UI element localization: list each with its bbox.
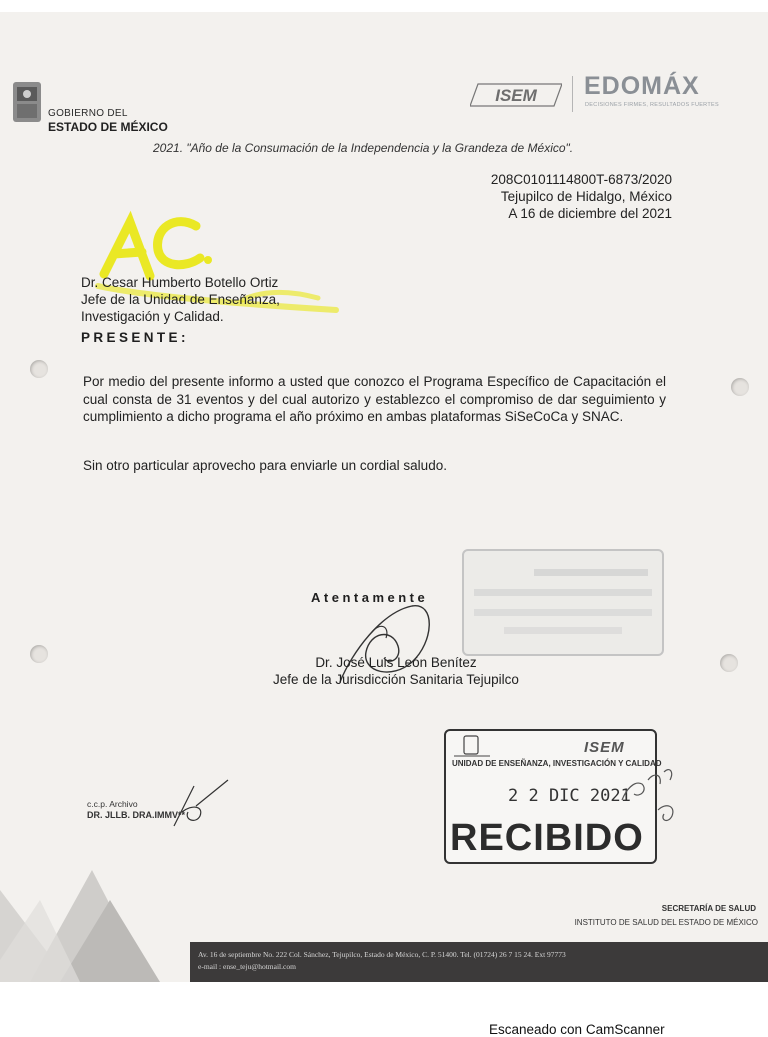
year-motto: 2021. "Año de la Consumación de la Independencia y la Grandeza de México". <box>153 141 574 155</box>
camscanner-watermark: Escaneado con CamScanner <box>489 1022 665 1037</box>
jurisdiction-stamp <box>462 549 664 656</box>
punch-hole <box>731 378 749 396</box>
body-paragraph: Por medio del presente informo a usted que conozco el Programa Específico de Capacitación el cual consta de 31 eventos y del cual autorizo y establezco el compromiso de dar seguimiento y cumplimiento a dicho programa el año próximo en ambas plataformas SiSeCoCa y SNAC. <box>83 374 666 424</box>
footer-address: Av. 16 de septiembre No. 222 Col. Sánchez, Tejupilco, Estado de México, C. P. 51400. Tel. (01724) 26 7 15 24. Ext 97773 <box>198 950 566 959</box>
stamp-date: 2 2 DIC 2021 <box>508 786 631 806</box>
logo-divider <box>572 76 573 112</box>
atentamente-label: Atentamente <box>311 590 429 605</box>
isem-logo <box>470 82 562 108</box>
reference-place: Tejupilco de Hidalgo, México <box>500 189 672 204</box>
stamp-unit: UNIDAD DE ENSEÑANZA, INVESTIGACIÓN Y CALIDAD <box>452 759 662 768</box>
closing-line: Sin otro particular aprovecho para enviarle un cordial saludo. <box>83 458 447 473</box>
edomex-logo: EDOMÁX <box>584 72 700 100</box>
initials-scribble <box>164 776 234 836</box>
edomex-tagline: DECISIONES FIRMES, RESULTADOS FUERTES <box>585 102 719 108</box>
reference-date: A 16 de diciembre del 2021 <box>508 206 672 221</box>
footer-instituto: INSTITUTO DE SALUD DEL ESTADO DE MÉXICO <box>574 918 758 927</box>
punch-hole <box>720 654 738 672</box>
stamp-recibido: RECIBIDO <box>450 817 644 859</box>
signer-position: Jefe de la Jurisdicción Sanitaria Tejupilco <box>273 672 519 687</box>
state-seal-icon <box>10 80 44 126</box>
handwritten-received-note <box>612 750 692 846</box>
government-logo <box>8 80 198 150</box>
state-seal-icon <box>452 735 492 759</box>
punch-hole <box>30 645 48 663</box>
addressee-title-2: Investigación y Calidad. <box>81 309 224 324</box>
footer-bar <box>190 942 768 982</box>
ccp-line-1: c.c.p. Archivo <box>87 799 138 809</box>
gov-line2: ESTADO DE MÉXICO <box>48 120 168 134</box>
stamp-isem-logo: ISEM <box>584 739 625 756</box>
isem-logo-text: ISEM <box>495 86 537 105</box>
reference-number: 208C0101114800T-6873/2020 <box>490 172 672 187</box>
addressee-title-1: Jefe de la Unidad de Enseñanza, <box>81 292 280 307</box>
decorative-triangles <box>0 840 200 982</box>
ccp-line-2: DR. JLLB. DRA.IMMV** <box>87 810 186 820</box>
gov-line1: GOBIERNO DEL <box>48 108 128 119</box>
punch-hole <box>30 360 48 378</box>
footer-email: e-mail : ense_teju@hotmail.com <box>198 962 296 971</box>
footer-secretaria: SECRETARÍA DE SALUD <box>661 904 756 913</box>
document-page <box>0 12 768 982</box>
addressee-name: Dr. Cesar Humberto Botello Ortiz <box>81 275 279 290</box>
signer-name: Dr. José Luis León Benítez <box>315 655 477 670</box>
presente-label: PRESENTE: <box>81 330 189 345</box>
